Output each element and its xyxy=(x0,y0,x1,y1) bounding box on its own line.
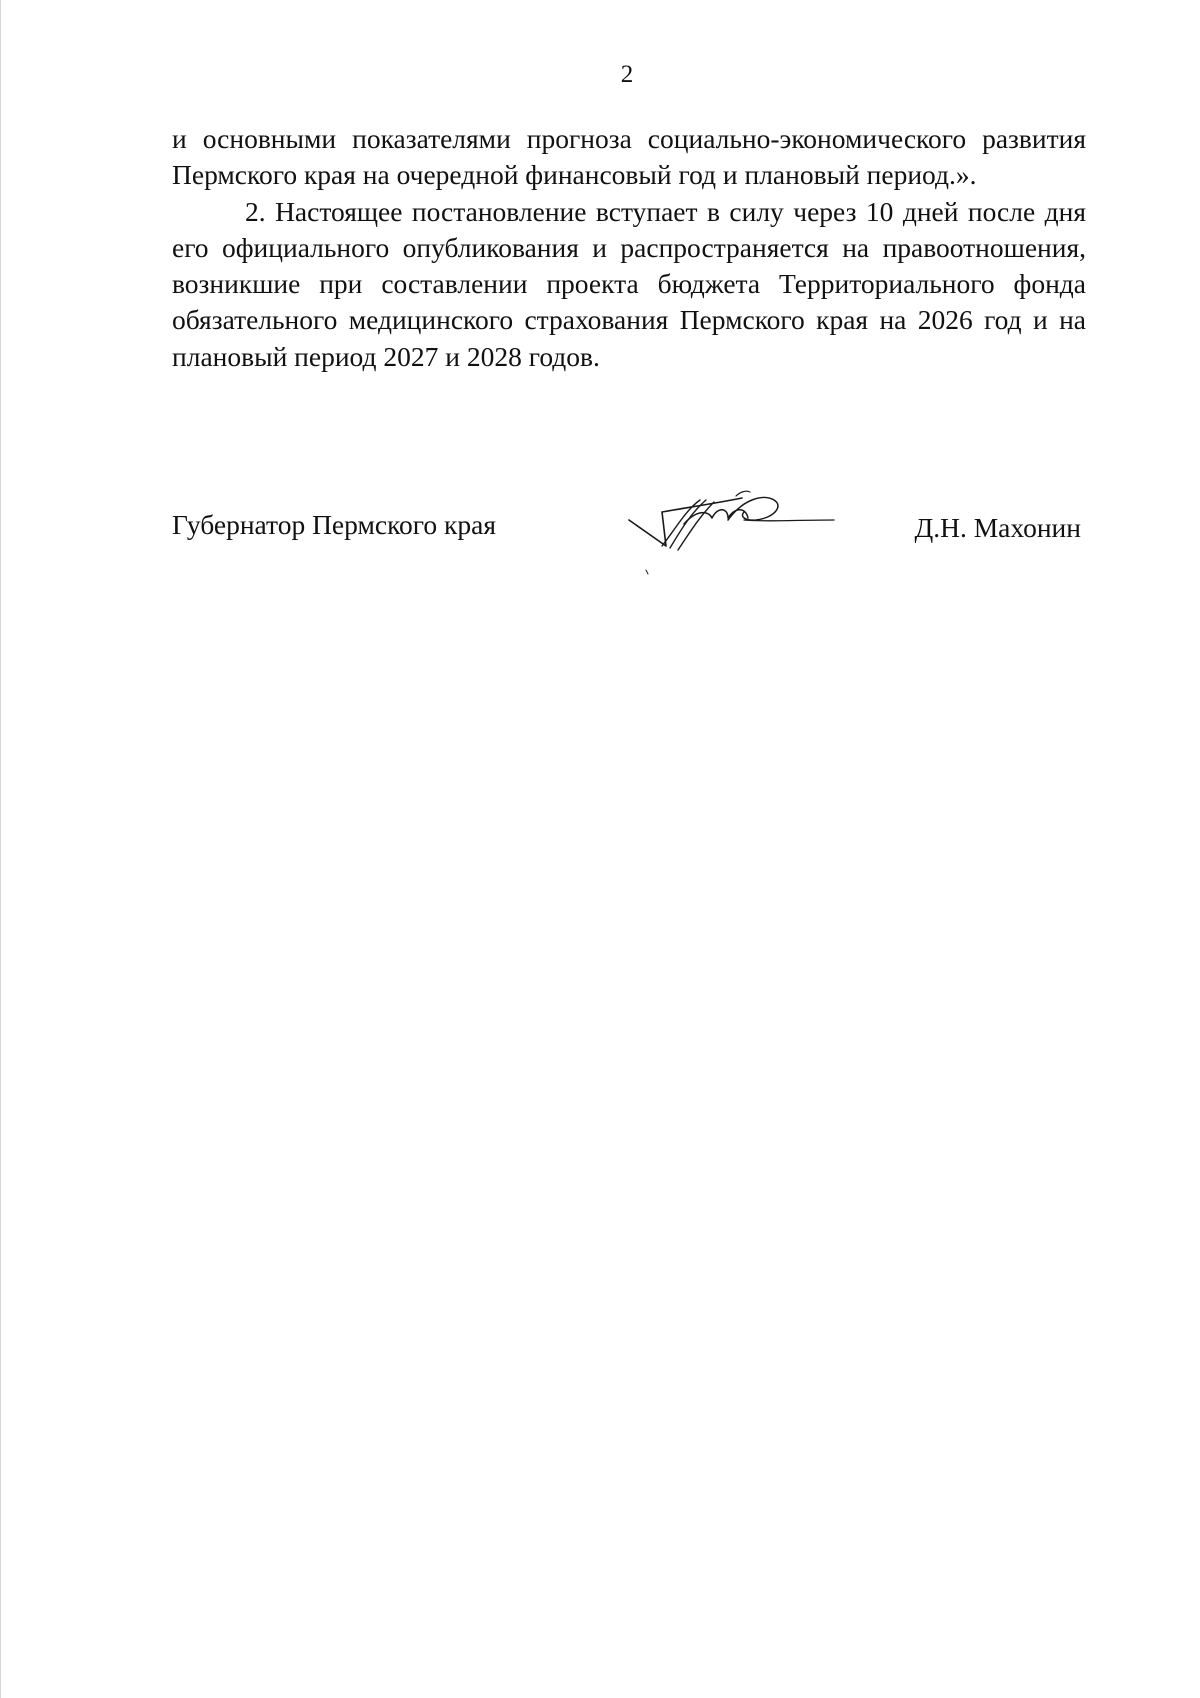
signature-block xyxy=(172,508,1081,578)
document-body xyxy=(172,121,1086,375)
page-number: 2 xyxy=(620,61,634,88)
paragraph-continuation: и основными показателями прогноза социально-экономического развития Пермского края на очередной финансовый год и плановый период.». xyxy=(172,123,1086,191)
signer-position-title: Губернатор Пермского края xyxy=(172,509,496,540)
paragraph-effective-date: 2. Настоящее постановление вступает в силу через 10 дней после дня его официального опубликования и распространяется на правоотношения, возникшие при составлении проекта бюджета Территориального фонда обязательного медицинского страхования Пермского края на 2026 год и на плановый период 2027 и 2028 годов. xyxy=(172,195,1086,372)
handwritten-signature-icon xyxy=(624,488,854,578)
signatory-name: Д.Н. Махонин xyxy=(914,512,1081,543)
